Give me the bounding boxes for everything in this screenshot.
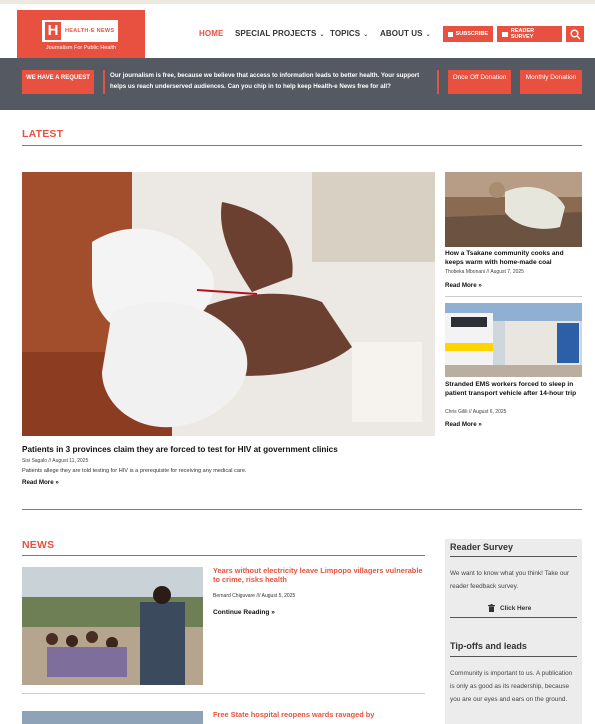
coal-cooking-photo [445, 172, 582, 247]
nav-about-us[interactable] [380, 29, 431, 38]
we-have-a-request-button[interactable]: WE HAVE A REQUEST [22, 70, 94, 94]
search-icon [570, 29, 581, 40]
side-story-2-date: August 6, 2025 [472, 409, 507, 415]
mail-icon [448, 32, 453, 37]
news-item-1-meta: Bernard Chiguvare /// August 5, 2025 [213, 593, 296, 599]
ems-vehicle-photo [445, 303, 582, 377]
side-story-separator [445, 296, 582, 297]
lead-story-title[interactable]: Patients in 3 provinces claim they are forced to test for HIV at government clinics [22, 445, 338, 454]
logo-tagline: Journalism For Public Health [45, 45, 117, 51]
lead-story-excerpt: Patients allege they are told testing for HIV is a prerequisite for receiving any medical care. [22, 468, 247, 474]
lead-story-date: August 11, 2025 [52, 458, 89, 464]
donation-banner [0, 58, 595, 110]
side-story-2-meta: Chris Gilili // August 6, 2025 [445, 409, 507, 415]
news-item-1-author[interactable]: Bernard Chiguvare [213, 593, 255, 599]
subscribe-label: SUBSCRIBE [455, 31, 488, 37]
side-story-2-image[interactable] [445, 303, 582, 377]
nav-home-label: HOME [199, 29, 224, 38]
side-story-1-meta: Thobeka Mbonani // August 7, 2025 [445, 269, 524, 275]
side-story-2-title[interactable]: Stranded EMS workers forced to sleep in patient transport vehicle after 14-hour trip [445, 381, 577, 397]
banner-divider [437, 70, 439, 94]
side-story-1-author[interactable]: Thobeka Mbonani [445, 269, 486, 275]
hiv-test-photo [22, 172, 435, 436]
lead-story-meta: Sisi Sagalo // August 11, 2025 [22, 458, 89, 464]
monthly-donation-button[interactable]: Monthly Donation [520, 70, 582, 94]
side-story-1-date: August 7, 2025 [490, 269, 524, 275]
tip-offs-widget-text: Community is important to us. A publication is only as good as its readership, because you are our eyes and ears on the ground. [450, 670, 573, 703]
nav-about-us-label: ABOUT US [380, 29, 423, 38]
logo-name: HEALTH-E NEWS [65, 28, 115, 34]
side-story-1-image[interactable] [445, 172, 582, 247]
banner-divider [103, 70, 105, 94]
section-divider [22, 509, 582, 510]
site-header [0, 0, 595, 58]
nav-home[interactable] [199, 29, 223, 38]
side-story-2-read-more-link[interactable]: Read More » [445, 421, 482, 428]
lead-story-author[interactable]: Sisi Sagalo [22, 458, 48, 464]
news-item-1-title[interactable]: Years without electricity leave Limpopo villagers vulnerable to crime, risks health [213, 566, 423, 584]
news-heading-rule [22, 555, 425, 556]
logo-wordmark [42, 20, 118, 42]
once-off-donation-button[interactable]: Once Off Donation [448, 70, 511, 94]
widget-title-rule [450, 556, 577, 557]
widget-divider [450, 617, 577, 618]
nav-topics-label: TOPICS [330, 29, 361, 38]
news-item-1-image[interactable] [22, 567, 203, 685]
banner-message: Our journalism is free, because we believe that access to information leads to better health. Your support helps us reach underserved audiences. Can you chip in to help keep Health-e News free for all? [110, 72, 420, 90]
latest-heading-rule [22, 145, 582, 146]
reader-survey-widget-title: Reader Survey [450, 542, 514, 552]
subscribe-button[interactable] [443, 26, 493, 42]
lead-story-image[interactable] [22, 172, 435, 436]
chevron-down-icon: ⌄ [319, 32, 325, 38]
search-button[interactable] [566, 26, 584, 42]
nav-special-projects-label: SPECIAL PROJECTS [235, 29, 317, 38]
side-story-1-read-more-link[interactable]: Read More » [445, 282, 482, 289]
reader-survey-click-here-link[interactable] [488, 604, 531, 612]
news-item-1-continue-link[interactable]: Continue Reading » [213, 609, 275, 616]
reader-survey-label: READER SURVEY [510, 28, 535, 40]
chevron-down-icon: ⌄ [363, 32, 369, 38]
trash-icon [488, 604, 495, 612]
news-item-separator [22, 693, 425, 694]
logo-letter: H [45, 22, 61, 40]
lead-story-read-more-link[interactable]: Read More » [22, 479, 59, 486]
reader-survey-button[interactable] [497, 26, 562, 42]
chevron-down-icon: ⌄ [425, 32, 431, 38]
reader-survey-widget-text: We want to know what you think! Take our reader feedback survey. [450, 570, 570, 590]
latest-heading: LATEST [22, 128, 64, 140]
news-item-1-date: August 5, 2025 [261, 593, 296, 599]
side-story-1-title[interactable]: How a Tsakane community cooks and keeps warm with home-made coal [445, 250, 564, 266]
news-item-2-image[interactable] [22, 711, 203, 724]
nav-special-projects[interactable] [235, 29, 325, 38]
clipboard-icon [502, 32, 508, 37]
news-heading: NEWS [22, 539, 55, 551]
news-item-2-title[interactable]: Free State hospital reopens wards ravaged by [213, 710, 375, 719]
site-logo[interactable] [17, 10, 145, 60]
click-here-label: Click Here [500, 604, 532, 612]
nav-topics[interactable] [330, 29, 368, 38]
limpopo-villagers-photo [22, 567, 203, 685]
tip-offs-widget-title: Tip-offs and leads [450, 641, 527, 651]
widget-title-rule [450, 656, 577, 657]
side-story-2-author[interactable]: Chris Gilili [445, 409, 468, 415]
